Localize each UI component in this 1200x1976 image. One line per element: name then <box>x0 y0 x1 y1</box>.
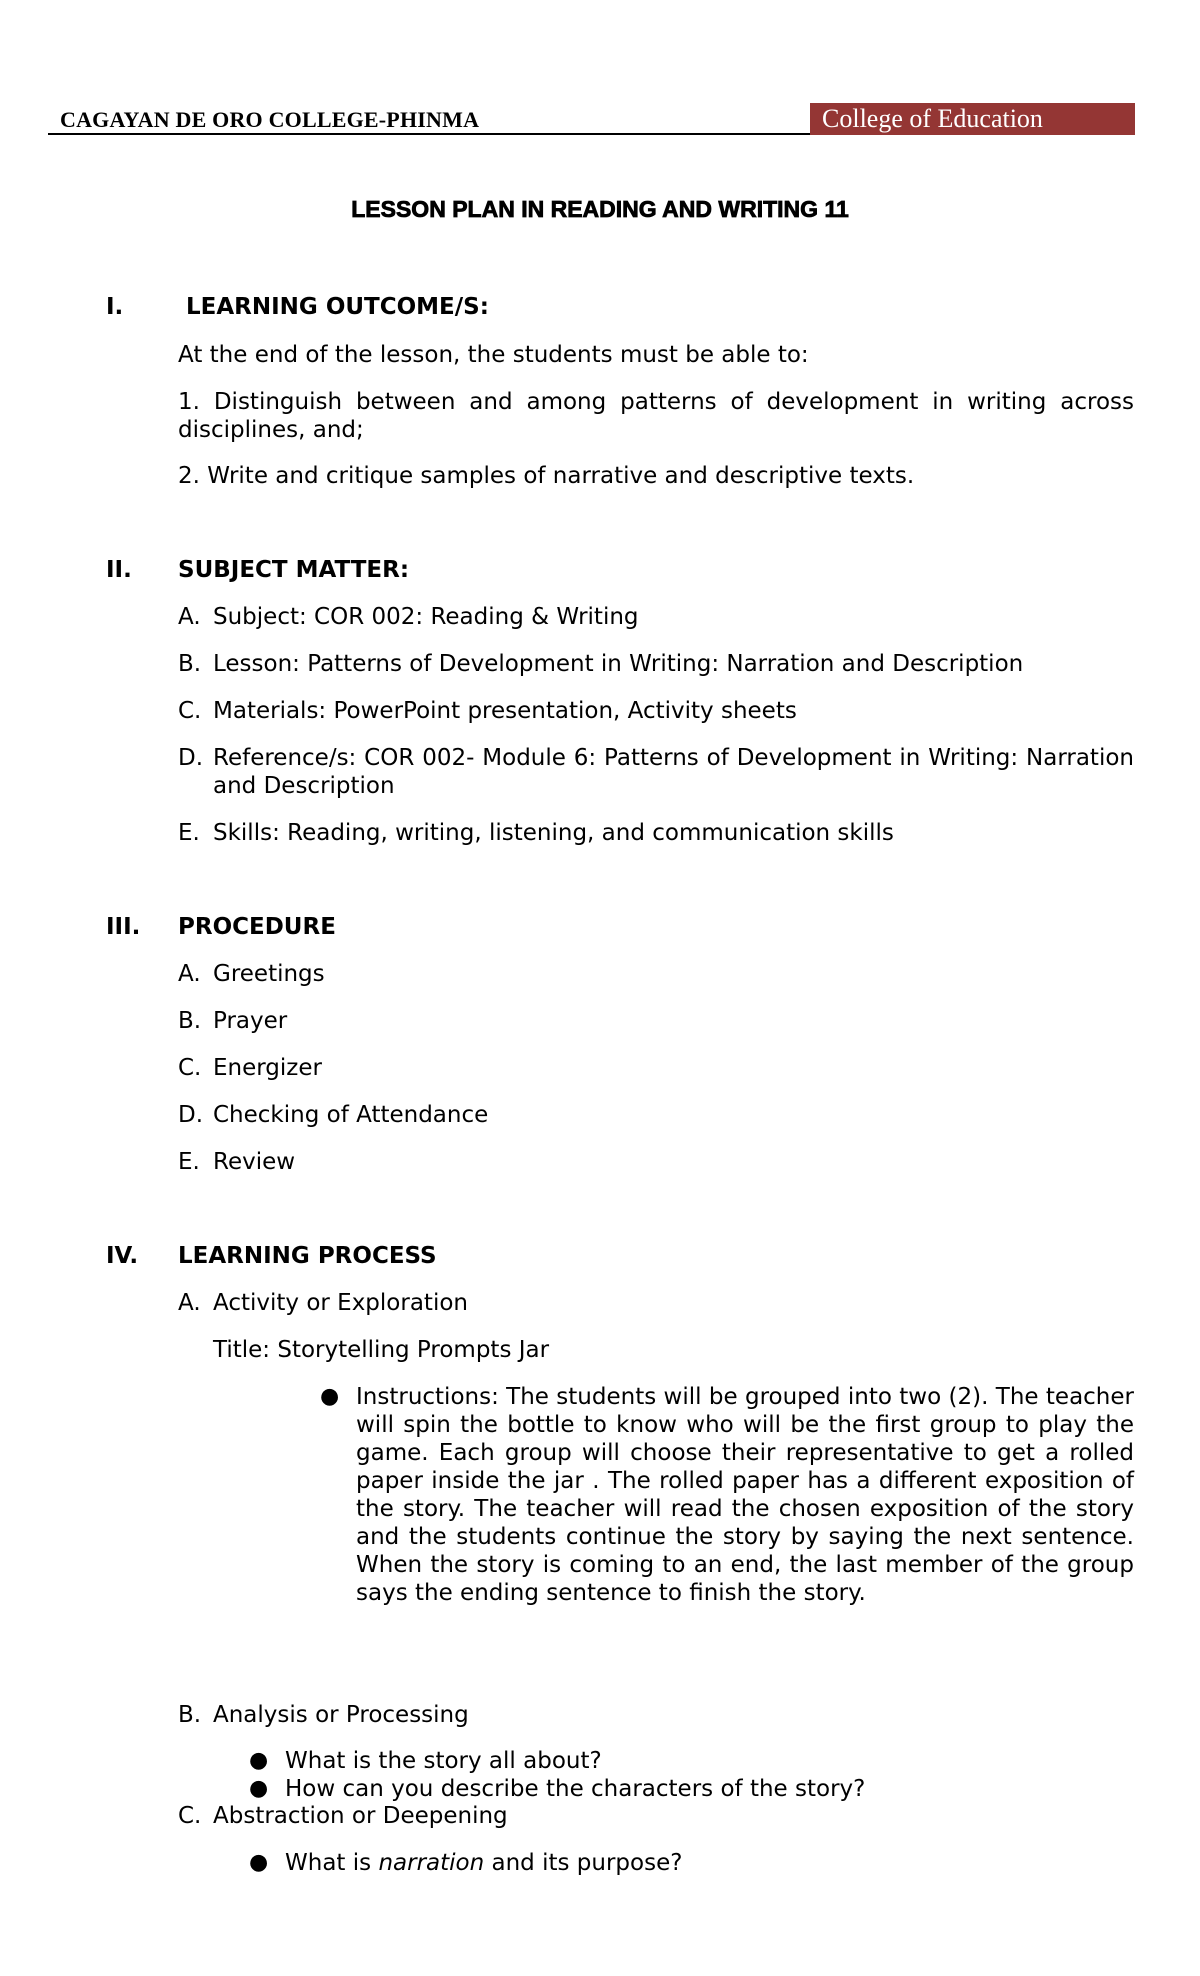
college-name: CAGAYAN DE ORO COLLEGE-PHINMA <box>60 107 480 132</box>
activity-instructions: Instructions: The students will be grouped into two (2). The teacher will spin the bottle to know who will be the first group to play the game. Each group will choose their representative to get a rolled paper inside the jar . The rolled paper has a different exposition of the story. The teacher will read the chosen exposition of the story and the students continue the story by saying the next sentence. When the story is coming to an end, the last member of the group says the ending sentence to finish the story. <box>356 1384 1134 1606</box>
section-numeral-iv: IV. <box>106 1243 139 1269</box>
subject-item-letter: D. <box>178 745 204 771</box>
abstraction-letter: C. <box>178 1803 202 1829</box>
subject-item-text: Skills: Reading, writing, listening, and communication skills <box>213 820 894 846</box>
procedure-item-letter: D. <box>178 1102 204 1128</box>
subject-item-text: Lesson: Patterns of Development in Writing: Narration and Description <box>213 651 1024 677</box>
subject-item-letter: C. <box>178 698 202 724</box>
subject-item-text: Subject: COR 002: Reading & Writing <box>213 604 639 630</box>
subject-item-letter: A. <box>178 604 201 630</box>
procedure-item-text: Energizer <box>213 1055 322 1081</box>
procedure-item-text: Prayer <box>213 1008 288 1034</box>
section-numeral-ii: II. <box>106 557 132 583</box>
bullet-icon: ● <box>320 1384 340 1409</box>
department-banner: College of Education <box>810 103 1135 135</box>
procedure-item-text: Greetings <box>213 961 325 987</box>
question-emphasis: narration <box>378 1850 485 1876</box>
section-heading-outcomes: LEARNING OUTCOME/S: <box>186 294 489 320</box>
activity-title: Title: Storytelling Prompts Jar <box>213 1337 550 1363</box>
subject-item-letter: E. <box>178 820 200 846</box>
procedure-item-text: Review <box>213 1149 296 1175</box>
subject-item-text: Materials: PowerPoint presentation, Activity sheets <box>213 698 797 724</box>
analysis-letter: B. <box>178 1702 202 1728</box>
question-suffix: and its purpose? <box>484 1850 683 1876</box>
abstraction-question <box>285 1849 682 1877</box>
bullet-icon: ● <box>249 1748 269 1773</box>
bullet-icon: ● <box>249 1776 269 1801</box>
section-numeral-iii: III. <box>106 914 141 940</box>
outcome-item-1: 1. Distinguish between and among patterns of development in writing across disciplines, and; <box>178 389 1134 443</box>
outcomes-intro: At the end of the lesson, the students must be able to: <box>178 342 809 368</box>
procedure-item-letter: A. <box>178 961 201 987</box>
activity-label: Activity or Exploration <box>213 1290 468 1316</box>
procedure-item-text: Checking of Attendance <box>213 1102 489 1128</box>
section-heading-learning-process: LEARNING PROCESS <box>178 1243 437 1269</box>
outcome-item-2: 2. Write and critique samples of narrative and descriptive texts. <box>178 463 915 489</box>
section-heading-subject-matter: SUBJECT MATTER: <box>178 557 410 583</box>
procedure-item-letter: E. <box>178 1149 200 1175</box>
question-prefix: What is <box>285 1850 379 1876</box>
bullet-icon: ● <box>249 1850 269 1875</box>
section-heading-procedure: PROCEDURE <box>178 914 336 940</box>
procedure-item-letter: B. <box>178 1008 202 1034</box>
activity-letter: A. <box>178 1290 201 1316</box>
subject-item-text: Reference/s: COR 002- Module 6: Patterns of Development in Writing: Narration and Description <box>213 745 1134 799</box>
section-numeral-i: I. <box>106 294 124 320</box>
document-title: LESSON PLAN IN READING AND WRITING 11 <box>351 196 849 222</box>
subject-item-letter: B. <box>178 651 202 677</box>
analysis-question: What is the story all about? <box>285 1748 602 1774</box>
analysis-label: Analysis or Processing <box>213 1702 469 1728</box>
abstraction-label: Abstraction or Deepening <box>213 1803 508 1829</box>
procedure-item-letter: C. <box>178 1055 202 1081</box>
analysis-question: How can you describe the characters of the story? <box>285 1776 866 1802</box>
